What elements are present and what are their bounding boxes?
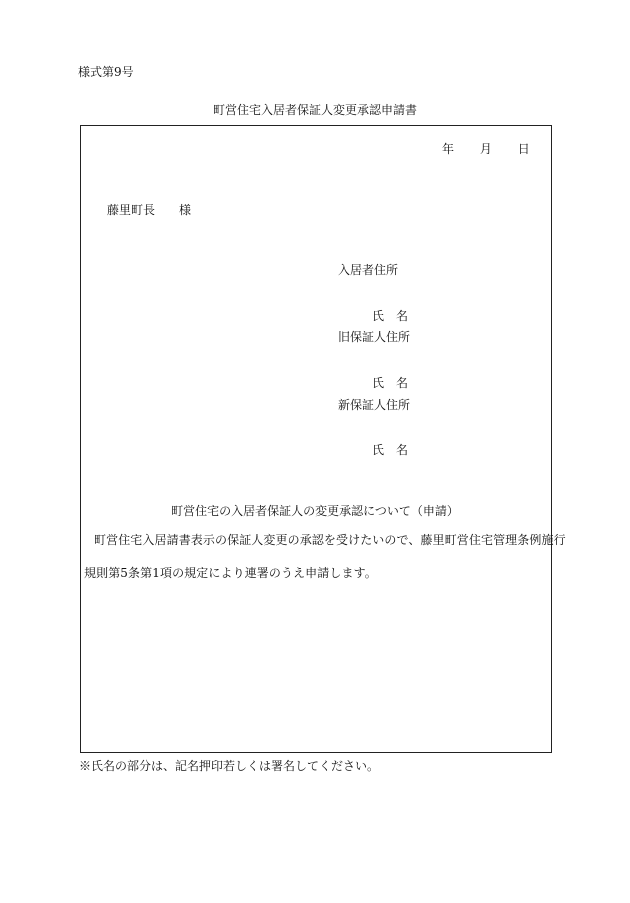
date-day-label: 日 [517,142,530,156]
addressee-honorific: 様 [179,203,192,217]
old-guarantor-address-label: 旧保証人住所 [338,330,411,344]
new-guarantor-address-label: 新保証人住所 [338,398,411,412]
date-month-label: 月 [479,142,492,156]
footnote: ※氏名の部分は、記名押印若しくは署名してください。 [79,759,380,773]
body-text-line-1: 町営住宅入居請書表示の保証人変更の承認を受けたいので、藤里町営住宅管理条例施行 [94,533,566,547]
old-guarantor-name-label-2: 名 [396,376,409,390]
addressee-name: 藤里町長 [107,203,156,217]
date-row [442,143,530,155]
resident-name-label-2: 名 [396,309,409,323]
old-guarantor-name-label-1: 氏 [372,376,385,390]
new-guarantor-name-label [372,444,408,456]
old-guarantor-name-label [372,377,408,389]
form-frame [80,125,552,753]
resident-name-label [372,310,408,322]
form-title: 町営住宅入居者保証人変更承認申請書 [212,103,417,117]
resident-name-label-1: 氏 [372,309,385,323]
new-guarantor-name-label-1: 氏 [372,443,385,457]
subject-line: 町営住宅の入居者保証人の変更承認について（申請） [171,504,459,518]
addressee [107,204,191,216]
new-guarantor-name-label-2: 名 [396,443,409,457]
body-text-line-2: 規則第5条第1項の規定により連署のうえ申請します。 [84,566,377,580]
form-number: 様式第9号 [78,65,134,79]
resident-address-label: 入居者住所 [338,263,399,277]
date-year-label: 年 [442,142,455,156]
